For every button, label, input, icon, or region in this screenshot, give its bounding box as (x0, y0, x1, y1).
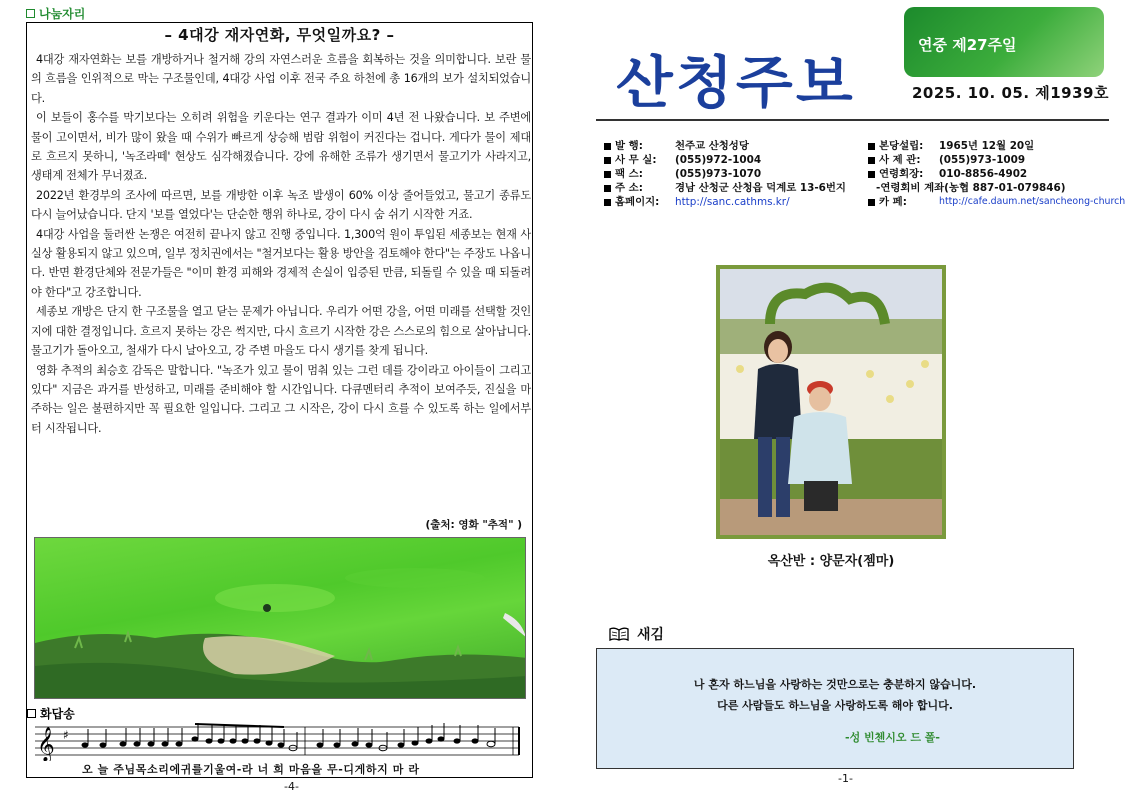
reflection-heading (609, 624, 664, 644)
bullet-icon (868, 171, 875, 178)
info-row-address: 주 소: 경남 산청군 산청읍 덕계로 13-6번지 (604, 181, 864, 195)
article-paragraph: 4대강 재자연화는 보를 개방하거나 철거해 강의 자연스러운 흐름을 회복하는 것을 의미합니다. 보란 물의 흐름을 인위적으로 막는 구조물인데, 4대강 사업 이후 전국 주요 하천에 총 16개의 보가 설치되었습니다. (31, 53, 531, 105)
square-bullet-icon (26, 9, 35, 18)
reflection-box (596, 648, 1074, 769)
svg-text:♯: ♯ (63, 728, 69, 742)
article-box (26, 22, 533, 778)
info-row-funeral-chair: 연령회장: 010-8856-4902 (868, 167, 1113, 181)
cafe-link[interactable]: http://cafe.daum.net/sancheong-church (939, 196, 1126, 207)
info-row-cafe: 카 페: http://cafe.daum.net/sancheong-church (868, 195, 1113, 209)
bullet-icon (868, 157, 875, 164)
header-divider (596, 119, 1109, 121)
info-row-account: -연령회비 계좌(농협 887-01-079846) (876, 182, 1066, 194)
photo-caption: 옥산반 : 양문자(젬마) (767, 554, 895, 569)
hymn-lyrics: 오 늘 주님목소리에귀를기울여-라 너 희 마음을 무-디게하지 마 라 (82, 763, 420, 776)
music-staff (35, 719, 525, 761)
bullet-icon (868, 199, 875, 206)
treble-clef-icon: 𝄞 (37, 727, 55, 761)
river-algae-photo (34, 537, 526, 699)
bullet-icon (604, 171, 611, 178)
parish-info-right (868, 139, 1126, 209)
bulletin-masthead: 산청주보 (616, 51, 856, 116)
article-title: – 4대강 재자연화, 무엇일까요? – (164, 26, 395, 44)
parishioner-photo (716, 265, 946, 539)
article-paragraph: 이 보들이 홍수를 막기보다는 오히려 위험을 키운다는 연구 결과가 이미 4년 전 나왔습니다. 보 주변에 물이 고이면서, 비가 많이 왔을 때 수위가 빠르게 상승해 범람 위험이 커진다는 겁니다. 게다가 물이 제대로 흐르지 못하니, '녹조라떼' 현상도 심각해졌습니다. 강에 유해한 조류가 생기면서 물고기가 사라지고, 생태계 전체가 무너졌죠. (31, 111, 531, 183)
article-paragraph: 2022년 환경부의 조사에 따르면, 보를 개방한 이후 녹조 발생이 60% 이상 줄어들었고, 물고기 종류도 다시 늘어났습니다. 단지 '보를 열었다'는 단순한 행위 하나로, 강이 다시 숨 쉬기 시작한 거죠. (31, 188, 531, 222)
bullet-icon (604, 143, 611, 150)
reflection-quote-line-1: 나 혼자 하느님을 사랑하는 것만으로는 충분하지 않습니다. (693, 678, 977, 691)
info-row-office: 사 무 실: (055)972-1004 (604, 153, 864, 167)
bullet-icon (604, 157, 611, 164)
section-tag (26, 5, 85, 22)
article-body (31, 50, 531, 438)
bullet-icon (604, 199, 611, 206)
parish-info-left (604, 139, 864, 209)
info-row-founded: 본당설립: 1965년 12월 20일 (868, 139, 1113, 153)
open-book-icon (609, 627, 629, 641)
article-paragraph: 4대강 사업을 둘러싼 논쟁은 여전히 끝나지 않고 진행 중입니다. 1,300억 원이 투입된 세종보는 현재 사실상 활용되지 않고 있으며, 일부 정치권에서는 "철거보다는 활용 방안을 검토해야 한다"는 주장도 나옵니다. 반면 환경단체와 전문가들은 "이미 환경 피해와 경제적 손실이 입증된 만큼, 되돌릴 수 있을 때 되돌려야 한다"고 강조합니다. (31, 227, 531, 299)
bullet-icon (868, 143, 875, 150)
bullet-icon (604, 185, 611, 192)
liturgical-week-badge (904, 7, 1104, 77)
issue-date: 2025. 10. 05. 제1939호 (912, 84, 1109, 102)
info-row-fax: 팩 스: (055)973-1070 (604, 167, 864, 181)
info-row-homepage: 홈페이지: http://sanc.cathms.kr/ (604, 195, 864, 209)
square-bullet-icon (27, 709, 36, 718)
reflection-heading-label: 새김 (637, 627, 665, 643)
week-badge-label: 연중 제27주일 (918, 36, 1017, 54)
page-number-left: -4- (284, 780, 299, 793)
page-number-right: -1- (838, 772, 853, 785)
reflection-source: -성 빈첸시오 드 폴- (845, 731, 941, 744)
info-row-rectory: 사 제 관: (055)973-1009 (868, 153, 1113, 167)
article-source: (출처: 영화 "추적" ) (425, 519, 522, 531)
info-row-publisher: 발 행: 천주교 산청성당 (604, 139, 864, 153)
section-tag-label: 나눔자리 (39, 7, 86, 21)
article-paragraph: 세종보 개방은 단지 한 구조물을 열고 닫는 문제가 아닙니다. 우리가 어떤 강을, 어떤 미래를 선택할 것인지에 대한 결정입니다. 흐르지 못하는 강은 썩지만, 다시 흐르기 시작한 강은 스스로의 힘으로 살아납니다. 물고기가 돌아오고, 철새가 다시 날아오고, 강 주변 마을도 다시 생기를 찾게 됩니다. (31, 305, 531, 358)
homepage-link[interactable]: http://sanc.cathms.kr/ (675, 196, 790, 208)
hymn-tag-label: 화답송 (40, 707, 75, 721)
reflection-quote-line-2: 다른 사람들도 하느님을 사랑하도록 해야 합니다. (717, 699, 953, 712)
article-paragraph: 영화 추적의 최승호 감독은 말합니다. "녹조가 있고 물이 멈춰 있는 그런 데를 강이라고 아이들이 그리고 있다" 지금은 과거를 반성하고, 미래를 준비해야 할 시간입니다. 다큐멘터리 추적이 보여주듯, 진실을 마주하는 일은 불편하지만 꼭 필요한 일입니다. 그리고 그 시작은, 강이 다시 흐를 수 있도록 하는 일에서부터 시작됩니다. (31, 363, 531, 435)
